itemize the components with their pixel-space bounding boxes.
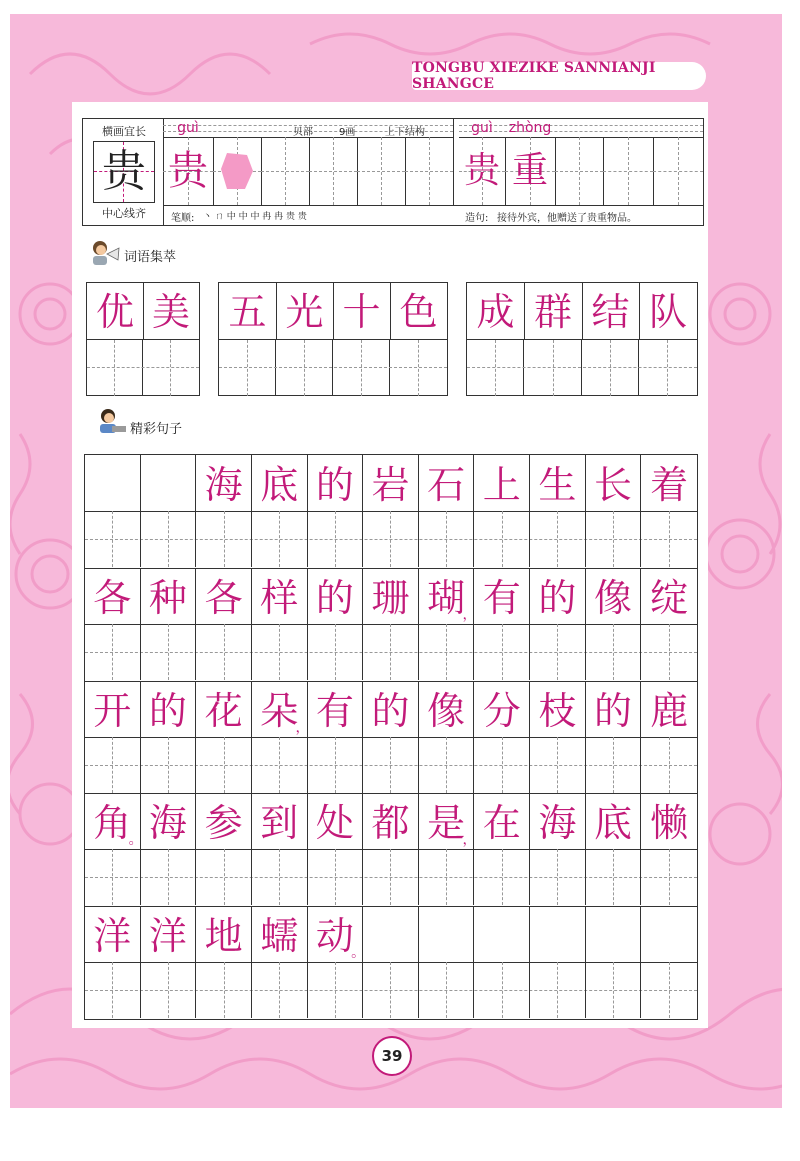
sentence-char: 着 [650, 463, 689, 507]
sentence-cell [474, 793, 530, 849]
stroke-order: 丶 ㄇ 中 中 中 冉 冉 贵 贵 [203, 212, 307, 222]
sentence-char: 种 [148, 575, 187, 620]
sentence-cell [85, 455, 141, 511]
word-char-2: 重 [511, 150, 548, 191]
sentence-label: 造句: [465, 213, 489, 224]
sentence-cell [474, 681, 530, 737]
header-banner [412, 62, 706, 90]
sentence-cell [474, 906, 530, 962]
sentence-char: 的 [148, 688, 187, 733]
word-char: 五 [228, 290, 267, 334]
sentence-cell [85, 906, 141, 962]
sentence-char: 有 [482, 575, 521, 620]
sentence-char [586, 906, 641, 962]
sentence-cell [252, 681, 308, 737]
practice-cell [163, 137, 214, 205]
sentence-cell [141, 906, 197, 962]
word-cell [459, 137, 506, 205]
word-practice-grid [459, 119, 703, 205]
sentence-cell [196, 906, 252, 962]
sentence-char: 底 [260, 463, 299, 507]
sentence-cell [196, 568, 252, 624]
sentence-char: 地 [204, 914, 243, 959]
word-pinyin-1: guì [471, 120, 493, 136]
sentence-char: 石 [427, 463, 466, 507]
sentence-cell [308, 568, 364, 624]
stroke-order-label: 笔顺: [171, 213, 195, 224]
sentence-char [530, 906, 585, 962]
tip-bottom: 中心线齐 [102, 207, 146, 220]
sentence-cell [641, 793, 697, 849]
sentence-char: 处 [315, 801, 354, 846]
sentence-char: 海 [538, 801, 577, 846]
trace-cell [213, 137, 262, 205]
sentence-char: 到 [260, 801, 299, 846]
sentence-row [85, 455, 697, 567]
sentence-char: 像 [594, 575, 633, 620]
sentence-cell [586, 793, 642, 849]
sentence-cell [530, 793, 586, 849]
sentence-char [641, 906, 697, 962]
sentence-char: 洋 [93, 914, 132, 959]
word-char-1: 贵 [463, 150, 500, 191]
sentence-char: 是 [427, 801, 466, 846]
sentence-char: 生 [538, 463, 577, 507]
word-char: 光 [285, 290, 324, 334]
sentence-char: 枝 [538, 688, 577, 733]
punctuation-mark: ， [462, 606, 477, 623]
sentence-char: 的 [315, 463, 354, 507]
sentence-cell [85, 568, 141, 624]
word-char: 成 [476, 290, 515, 334]
sentence-char: 海 [148, 801, 187, 846]
section-sentences-title: 精彩句子 [130, 422, 183, 437]
sentence-cell [196, 681, 252, 737]
sentence-cell [141, 681, 197, 737]
sentence-cell [474, 568, 530, 624]
sentence-cell [530, 681, 586, 737]
sentence-row [85, 906, 697, 1018]
sentence-char: 各 [204, 575, 243, 620]
sentence-cell [363, 906, 419, 962]
sentence-char: 在 [482, 801, 521, 846]
sentence-char: 开 [93, 688, 132, 733]
word-char: 群 [533, 290, 572, 334]
sentence-cell [363, 455, 419, 511]
empty-cell [653, 137, 703, 205]
empty-cell [309, 137, 358, 205]
word-char: 美 [151, 290, 190, 334]
sentence-char: 瑚 [427, 575, 466, 620]
worksheet-page [72, 102, 708, 1028]
sentence-char: 海 [204, 463, 243, 507]
word-char: 结 [591, 290, 630, 334]
sentence-cell [586, 906, 642, 962]
word-block-3 [466, 282, 698, 396]
sentence-char: 长 [594, 463, 633, 507]
child-reading-icon [90, 240, 120, 266]
empty-cell [357, 137, 406, 205]
sentence-cell [586, 568, 642, 624]
sentence-cell [252, 793, 308, 849]
empty-cell [603, 137, 654, 205]
sentence-char [474, 906, 529, 962]
word-char: 十 [342, 290, 381, 334]
sentence-char: 鹿 [650, 688, 689, 733]
sentence-cell [641, 681, 697, 737]
sentence-cell [363, 793, 419, 849]
sentence-cell [641, 906, 697, 962]
word-char: 队 [648, 290, 687, 334]
practice-grid [163, 119, 453, 205]
sentence-cell [419, 568, 475, 624]
empty-cell [555, 137, 604, 205]
word-block-1 [86, 282, 200, 396]
sentence-char [419, 906, 474, 962]
sentence-char: 绽 [650, 575, 689, 620]
sentence-char: 花 [204, 688, 243, 733]
character-panel [82, 118, 704, 226]
sentence-char: 的 [594, 688, 633, 733]
sentence-cell [308, 681, 364, 737]
sentence-char: 有 [315, 688, 354, 733]
sentence-cell [530, 455, 586, 511]
sentence-cell [252, 455, 308, 511]
sentence-char: 分 [482, 688, 521, 733]
sentence-char [363, 906, 418, 962]
sentence-char: 朵 [260, 688, 299, 733]
sentence-cell [641, 455, 697, 511]
sentence-char: 蠕 [260, 914, 299, 959]
sentence-row [85, 793, 697, 905]
sentence-char: 底 [594, 801, 633, 846]
sentence-char: 的 [371, 688, 410, 733]
sentence-cell [85, 793, 141, 849]
sentence-cell [586, 455, 642, 511]
tip-top: 横画宜长 [102, 125, 146, 138]
sentence-char: 样 [260, 575, 299, 620]
empty-cell [261, 137, 310, 205]
word-block-2 [218, 282, 448, 396]
punctuation-mark: ， [295, 719, 310, 736]
sentence-char: 动 [315, 914, 354, 959]
sentence-char: 像 [427, 688, 466, 733]
empty-cell [405, 137, 454, 205]
example-sentence: 接待外宾，他赠送了贵重物品。 [497, 213, 637, 224]
sentence-cell [85, 681, 141, 737]
punctuation-mark: 。 [351, 945, 366, 962]
sentence-cell [308, 455, 364, 511]
word-pinyin-2: zhòng [508, 120, 552, 136]
sentence-cell [141, 568, 197, 624]
sentence-cell [308, 906, 364, 962]
sentence-cell [419, 906, 475, 962]
sentence-cell [530, 568, 586, 624]
sentence-cell [419, 793, 475, 849]
sentence-char: 都 [371, 801, 410, 846]
sentence-cell [252, 906, 308, 962]
page-number: 39 [372, 1036, 412, 1076]
sentence-char [85, 455, 140, 511]
sentence-char: 参 [204, 801, 243, 846]
word-char: 色 [399, 290, 438, 334]
child-writing-icon [96, 408, 126, 434]
sentence-row [85, 681, 697, 793]
sentence-char: 角 [93, 801, 132, 846]
sentence-char: 洋 [148, 914, 187, 959]
word-cell [505, 137, 556, 205]
radical-info: 贝部 [293, 127, 313, 138]
sentence-cell [196, 793, 252, 849]
sentence-cell [586, 681, 642, 737]
pinyin-label: guì [177, 120, 199, 136]
stroke-count-info: 9画 [339, 127, 356, 138]
sentence-char: 珊 [371, 575, 410, 620]
punctuation-mark: 。 [128, 832, 143, 849]
word-char: 优 [95, 290, 134, 334]
sentence-cell [141, 455, 197, 511]
section-words-title: 词语集萃 [124, 250, 177, 265]
sentence-cell [196, 455, 252, 511]
sentence-char: 的 [538, 575, 577, 620]
practice-character: 贵 [168, 148, 208, 194]
model-character-box [93, 141, 155, 203]
sentence-char: 上 [482, 463, 521, 507]
sentence-cell [363, 681, 419, 737]
sentence-row [85, 568, 697, 680]
sentence-char [141, 455, 196, 511]
structure-info: 上下结构 [385, 127, 425, 138]
stroke-highlight-icon [219, 149, 255, 193]
sentence-cell [419, 455, 475, 511]
model-character: 贵 [102, 146, 146, 197]
sentence-char: 岩 [371, 463, 410, 507]
sentence-char: 各 [93, 575, 132, 620]
sentence-char: 的 [315, 575, 354, 620]
sentence-cell [308, 793, 364, 849]
sentence-cell [363, 568, 419, 624]
sentence-cell [530, 906, 586, 962]
sentence-char: 懒 [650, 801, 689, 846]
sentence-cell [141, 793, 197, 849]
punctuation-mark: ， [462, 832, 477, 849]
sentence-grid [84, 454, 698, 1020]
header-title: TONGBU XIEZIKE SANNIANJI SHANGCE [412, 60, 656, 92]
sentence-cell [419, 681, 475, 737]
sentence-cell [474, 455, 530, 511]
sentence-cell [252, 568, 308, 624]
sentence-cell [641, 568, 697, 624]
